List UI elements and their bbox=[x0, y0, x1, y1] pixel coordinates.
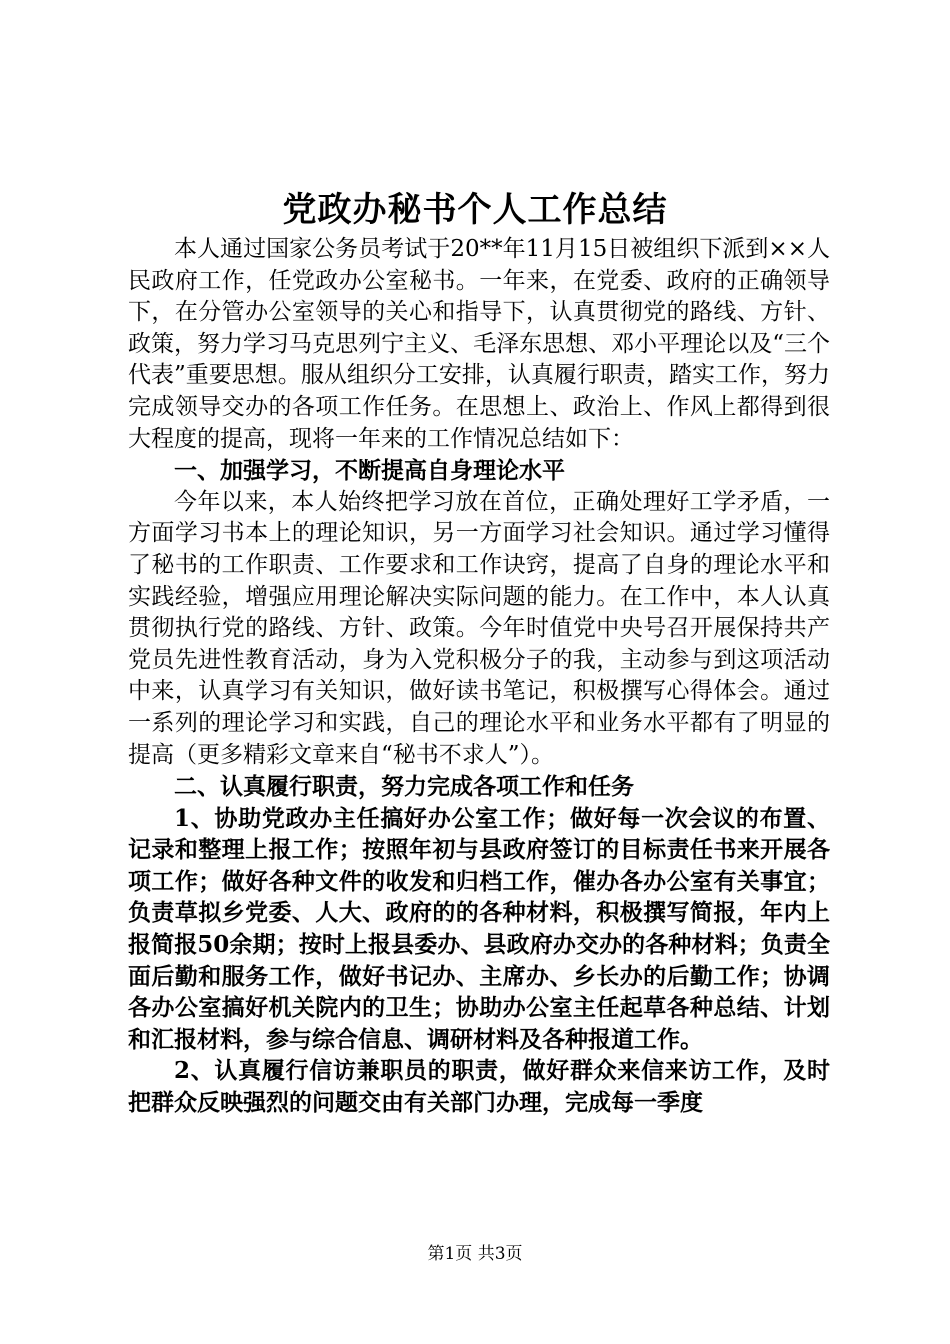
paragraph-duty-1: 1、协助党政办主任搞好办公室工作；做好每一次会议的布置、记录和整理上报工作；按照年初与县政府签订的目标责任书来开展各项工作；做好各种文件的收发和归档工作，催办各办公室有关事宜；负责草拟乡党委、人大、政府的的各种材料，积极撰写简报，年内上报简报50余期；按时上报县委办、县政府办交办的各种材料；负责全面后勤和服务工作，做好书记办、主席办、乡长办的后勤工作；协调各办公室搞好机关院内的卫生；协助办公室主任起草各种总结、计划和汇报材料，参与综合信息、调研材料及各种报道工作。 bbox=[128, 804, 830, 1053]
section-heading-1: 一、加强学习，不断提高自身理论水平 bbox=[174, 457, 565, 485]
paragraph-intro: 本人通过国家公务员考试于20**年11月15日被组织下派到××人民政府工作，任党政办公室秘书。一年来，在党委、政府的正确领导下，在分管办公室领导的关心和指导下，认真贯彻党的路线、方针、政策，努力学习马克思列宁主义、毛泽东思想、邓小平理论以及“三个代表”重要思想。服从组织分工安排，认真履行职责，踏实工作，努力完成领导交办的各项工作任务。在思想上、政治上、作风上都得到很大程度的提高，现将一年来的工作情况总结如下： bbox=[128, 236, 830, 452]
document-title: 党政办秘书个人工作总结 bbox=[282, 190, 668, 230]
section-heading-2: 二、认真履行职责，努力完成各项工作和任务 bbox=[174, 773, 634, 801]
paragraph-duty-2: 2、认真履行信访兼职员的职责，做好群众来信来访工作，及时把群众反映强烈的问题交由有关部门办理，完成每一季度 bbox=[128, 1057, 830, 1117]
document-body bbox=[128, 234, 830, 1119]
page-footer: 第1页 共3页 bbox=[427, 1244, 523, 1264]
paragraph-study: 今年以来，本人始终把学习放在首位，正确处理好工学矛盾，一方面学习书本上的理论知识，另一方面学习社会知识。通过学习懂得了秘书的工作职责、工作要求和工作诀窍，提高了自身的理论水平和实践经验，增强应用理论解决实际问题的能力。在工作中，本人认真贯彻执行党的路线、方针、政策。今年时值党中央号召开展保持共产党员先进性教育活动，身为入党积极分子的我，主动参与到这项活动中来，认真学习有关知识，做好读书笔记，积极撰写心得体会。通过一系列的理论学习和实践，自己的理论水平和业务水平都有了明显的提高（更多精彩文章来自“秘书不求人”）。 bbox=[128, 488, 830, 768]
